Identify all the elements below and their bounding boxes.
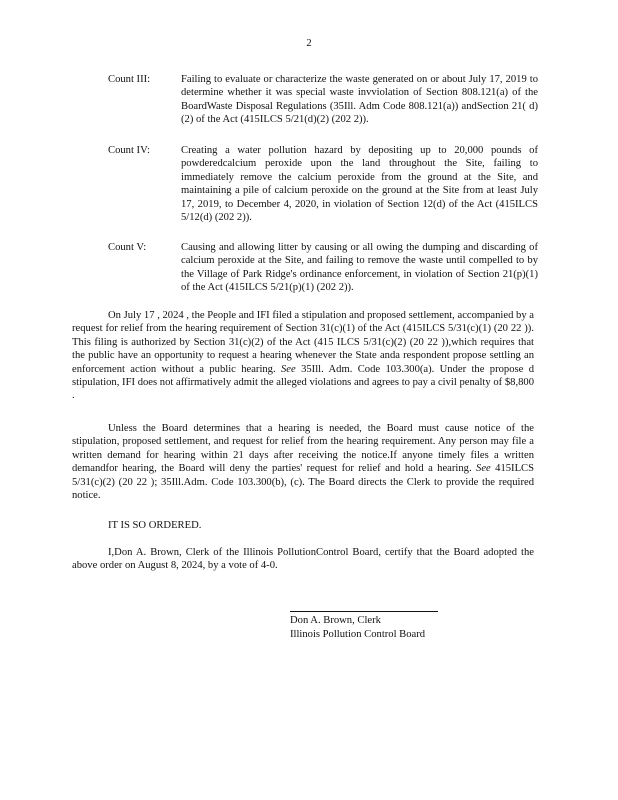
paragraph-text: On July 17 , 2024 , the People and IFI filed a stipulation and proposed settlement, accompanied by a request for relief from the hearing requirement of Section 31(c)(1) of the Act (415ILCS 5/31(c)(1) (20 22 )). This filing is authorized by Section 31(c)(2) of the Act (415 ILCS 5/31(c)(2) (20 22 )),which requires that the public have an opportunity to request a hearing whenever the State anda respondent propose settling an enforcement action without a public hearing. <box>72 310 534 375</box>
paragraph-text: Unless the Board determines that a hearing is needed, the Board must cause notice of the stipulation, proposed settlement, and request for relief from the hearing requirement. Any person may file a written demand for hearing within 21 days after receiving the notice.If anyone timely files a written demandfor hearing, the Board will deny the parties' request for relief and hold a hearing. <box>72 423 534 475</box>
order-statement: IT IS SO ORDERED. <box>108 520 202 531</box>
count-label: Count IV: <box>108 145 150 156</box>
count-label: Count III: <box>108 74 151 85</box>
paragraph-text: 415ILCS 5/31(c)(2) (20 22 ); 35Ill.Adm. Code 103.300(b), (c). The Board directs the Clerk to provide the required notice. <box>72 463 534 502</box>
stipulation-paragraph <box>72 309 534 403</box>
count-text: Creating a water pollution hazard by depositing up to 20,000 pounds of powderedcalcium peroxide upon the land throughout the Site, failing to immediately remove the calcium peroxide from the ground at the Site, and maintaining a pile of calcium peroxide on the ground at the Site from at least July 17, 2019, to December 4, 2020, in violation of Section 12(d) of the Act (415ILCS 5/12(d) (202 2)). <box>181 145 538 224</box>
signatory-name: Don A. Brown, Clerk <box>290 615 381 626</box>
hearing-paragraph <box>72 422 534 502</box>
paragraph-text: 35Ill. Adm. Code 103.300(a). Under the propose d stipulation, IFI does not affirmatively admit the alleged violations and agrees to pay a civil penalty of $8,800 . <box>72 363 534 402</box>
clerk-certification: I,Don A. Brown, Clerk of the Illinois PollutionControl Board, certify that the Board adopted the above order on August 8, 2024, by a vote of 4-0. <box>72 547 534 572</box>
see-citation-signal: See <box>476 463 491 475</box>
count-label: Count V: <box>108 242 147 253</box>
see-citation-signal: See <box>281 363 296 375</box>
signature-line <box>290 611 438 612</box>
signatory-title: Illinois Pollution Control Board <box>290 629 426 640</box>
page-number: 2 <box>306 38 312 49</box>
count-text: Causing and allowing litter by causing or all owing the dumping and discarding of calcium peroxide at the Site, and failing to remove the waste until compelled to by the Village of Park Ridge's ordinance enforcement, in violation of Section 21(p)(1) of the Act (415ILCS 5/21(p)(1) (202 2)). <box>181 242 538 294</box>
count-text: Failing to evaluate or characterize the waste generated on or about July 17, 2019 to determine whether it was special waste invviolation of Section 808.121(a) of the BoardWaste Disposal Regulations (35Ill. Adm Code 808.121(a)) andSection 21( d)(2) of the Act (415ILCS 5/21(d)(2) (202 2)). <box>181 74 538 126</box>
